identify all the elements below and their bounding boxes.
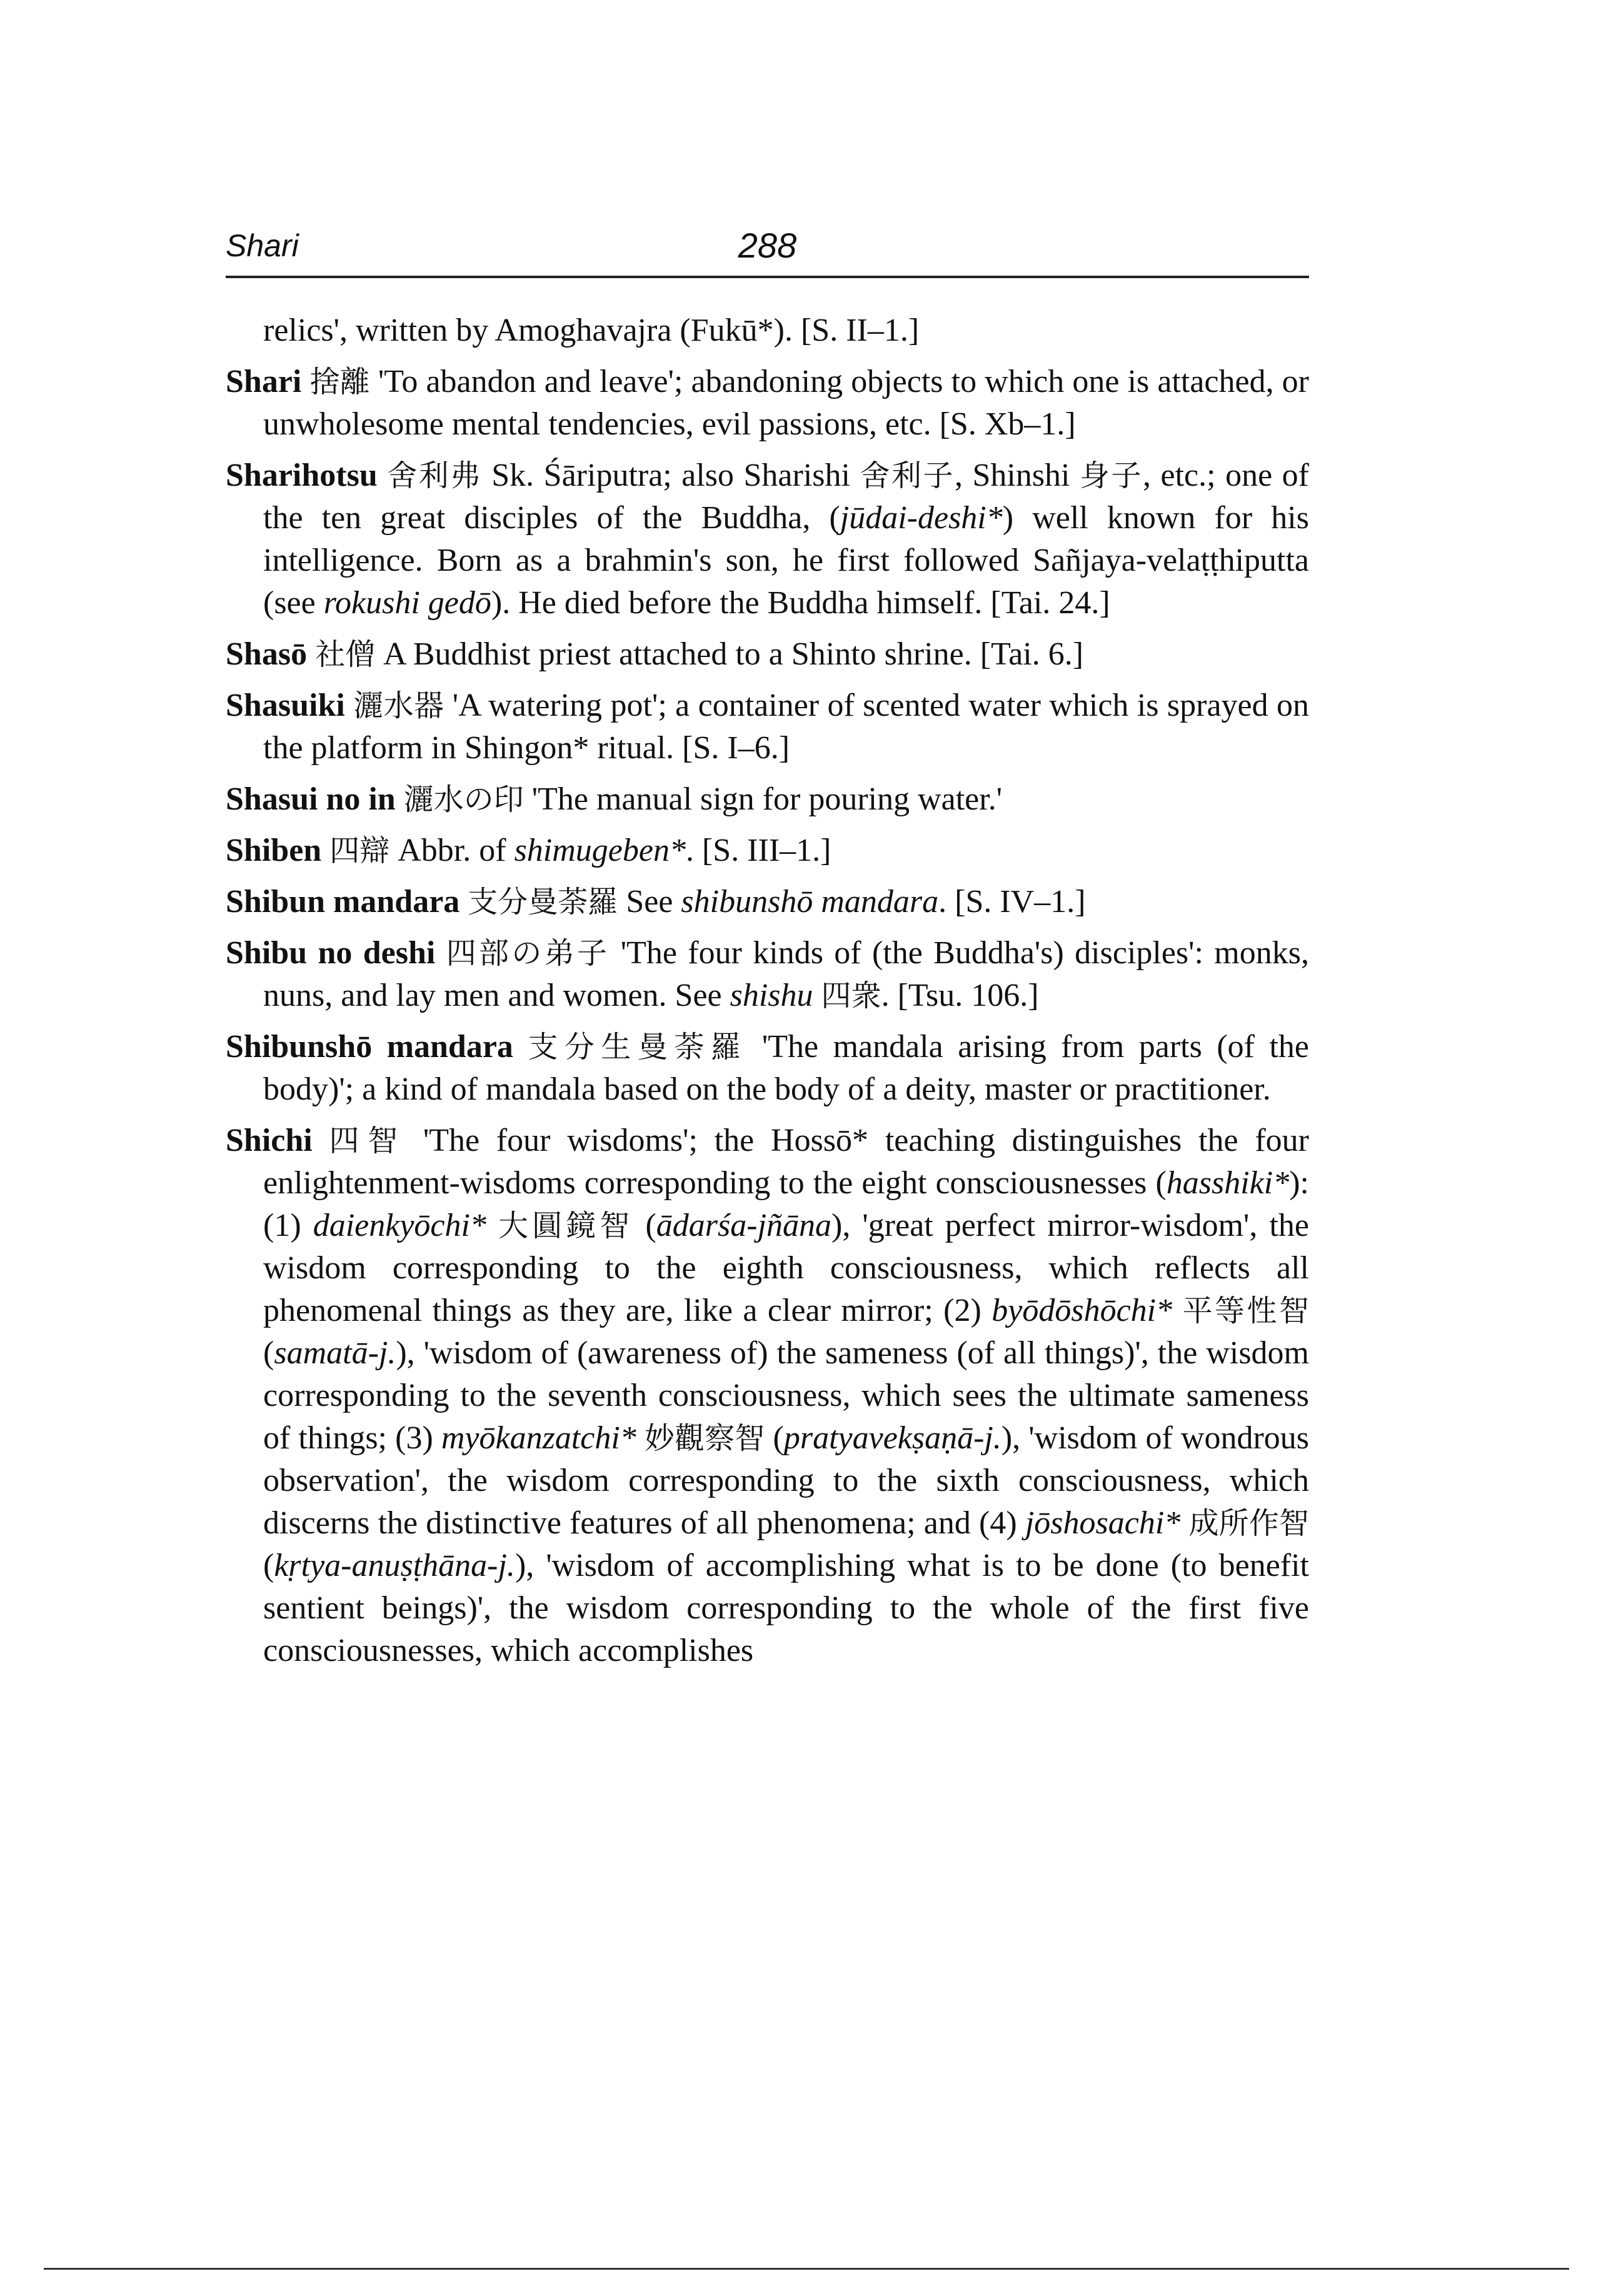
headword: Shibu no deshi: [226, 935, 436, 971]
kanji-term: 灑水器: [353, 688, 444, 723]
italic-term: ādarśa-jñāna: [656, 1208, 832, 1243]
entry-text: [378, 458, 388, 493]
entry-shasuiki: [226, 684, 1309, 770]
page-number: 288: [738, 226, 797, 265]
italic-term: jōshosachi*: [1025, 1505, 1181, 1541]
kanji-term: 成所作智: [1188, 1506, 1309, 1541]
kanji-term: 四部の弟子: [446, 936, 610, 971]
headword: Shichi: [226, 1123, 313, 1158]
italic-term: samatā-j.: [274, 1335, 396, 1371]
entry-text: [435, 935, 446, 971]
entry-text: . [Tsu. 106.]: [881, 978, 1039, 1013]
entry-text: [307, 636, 315, 672]
entry-text: [1172, 1293, 1182, 1328]
entry-text: [459, 884, 468, 920]
entry-cont: [226, 309, 1309, 352]
kanji-term: 身子: [1080, 458, 1143, 493]
entry-text: [313, 1123, 329, 1158]
kanji-term: 四衆: [821, 978, 881, 1013]
kanji-term: 妙觀察智: [644, 1421, 765, 1456]
entry-text: Sk. Śāriputra; also Sharishi: [481, 458, 860, 493]
entry-text: [396, 781, 404, 817]
entry-text: ), 'wisdom of (awareness of) the sameness (of all things)', the wisdom corresponding to the seventh consciousness, which sees the ultimate sameness of things; (3): [263, 1335, 1309, 1456]
headword: Sharihotsu: [226, 458, 378, 493]
kanji-term: 社僧: [315, 637, 376, 672]
italic-term: myōkanzatchi*: [441, 1420, 636, 1456]
italic-term: shimugeben*: [514, 833, 686, 868]
kanji-term: 捨離: [309, 364, 370, 399]
dictionary-body: [226, 309, 1309, 1681]
entry-shibu-no-deshi: [226, 932, 1309, 1017]
entry-shiben: [226, 830, 1309, 872]
entry-text: [321, 833, 329, 868]
entry-text: . [S. IV–1.]: [938, 884, 1086, 920]
entry-shibunsho-mandara: [226, 1026, 1309, 1111]
entry-shichi: [226, 1120, 1309, 1672]
headword: Shibun mandara: [226, 884, 460, 920]
entry-text: A Buddhist priest attached to a Shinto shrine. [Tai. 6.]: [375, 636, 1084, 672]
header-rule: [226, 276, 1309, 278]
entry-text: , Shinshi: [954, 458, 1080, 493]
kanji-term: 四辯: [329, 833, 390, 868]
italic-term: byōdōshōchi*: [991, 1293, 1173, 1328]
italic-term: kṛtya-anuṣṭhāna-j.: [274, 1548, 515, 1583]
headword: Shiben: [226, 833, 322, 868]
kanji-term: 支分生曼荼羅: [528, 1030, 748, 1065]
entry-text: [1180, 1505, 1188, 1541]
entry-text: ). He died before the Buddha himself. [Tai. 24.]: [491, 585, 1110, 621]
entry-text: , etc.; one of the ten great disciples of the Buddha, (: [263, 458, 1309, 536]
italic-term: hasshiki*: [1166, 1165, 1290, 1201]
kanji-term: 大圓鏡智: [498, 1208, 634, 1243]
entry-text: [486, 1208, 498, 1243]
entry-text: 'The four wisdoms'; the Hossō* teaching distinguishes the four enlightenment-wisdoms corresponding to the eight consciousnesses (: [263, 1123, 1309, 1201]
entry-text: (: [765, 1420, 784, 1456]
headword: Shibunshō mandara: [226, 1029, 513, 1065]
entry-shari: [226, 361, 1309, 446]
entry-text: . [S. III–1.]: [685, 833, 831, 868]
headword: Shasui no in: [226, 781, 396, 817]
headword: Shasuiki: [226, 688, 345, 723]
entry-text: [345, 688, 353, 723]
entry-sharihotsu: [226, 454, 1309, 624]
headword: Shari: [226, 364, 302, 399]
entry-shibun-mandara: [226, 881, 1309, 923]
entry-text: [636, 1420, 645, 1456]
italic-term: shibunshō mandara: [681, 884, 939, 920]
italic-term: pratyavekṣaṇā-j.: [783, 1420, 1001, 1456]
entry-text: Abbr. of: [389, 833, 514, 868]
entry-text: ): (1): [263, 1165, 1309, 1243]
kanji-term: 支分曼荼羅: [468, 885, 618, 920]
entry-text: 'To abandon and leave'; abandoning objects to which one is attached, or unwholesome mental tendencies, evil passions, etc. [S. Xb–1.]: [263, 364, 1309, 442]
entry-text: (: [263, 1335, 274, 1371]
italic-term: shishu: [730, 978, 813, 1013]
entry-text: 'The manual sign for pouring water.': [523, 781, 1003, 817]
italic-term: daienkyōchi*: [313, 1208, 486, 1243]
kanji-term: 舍利子: [860, 458, 955, 493]
entry-text: [813, 978, 821, 1013]
italic-term: jūdai-deshi*: [840, 500, 1003, 536]
entry-text: 'The four kinds of (the Buddha's) disciples': monks, nuns, and lay men and women. See: [263, 935, 1309, 1013]
entry-text: [513, 1029, 528, 1065]
entry-text: [301, 364, 309, 399]
entry-text: ), 'wisdom of wondrous observation', the wisdom corresponding to the sixth consciousness, which discerns the distinctive features of all phenomena; and (4): [263, 1420, 1309, 1541]
entry-text: ), 'great perfect mirror-wisdom', the wisdom corresponding to the eighth consciousness, which reflects all phenomenal things as they are, like a clear mirror; (2): [263, 1208, 1309, 1328]
kanji-term: 舍利弗: [387, 458, 482, 493]
bottom-rule: [44, 2268, 1569, 2270]
entry-text: ), 'wisdom of accomplishing what is to be done (to benefit sentient beings)', the wisdom corresponding to the whole of the first five consciousnesses, which accomplishes: [263, 1548, 1309, 1668]
kanji-term: 四智: [329, 1123, 407, 1158]
entry-text: (: [633, 1208, 656, 1243]
entry-text: See: [618, 884, 681, 920]
kanji-term: 平等性智: [1182, 1293, 1309, 1328]
entry-text: relics', written by Amoghavajra (Fukū*). [S. II–1.]: [263, 313, 920, 348]
page-header: [226, 224, 1309, 274]
headword: Shasō: [226, 636, 308, 672]
entry-text: 'A watering pot'; a container of scented water which is sprayed on the platform in Shingon* ritual. [S. I–6.]: [263, 688, 1309, 766]
entry-shaso: [226, 633, 1309, 676]
running-head: Shari: [226, 228, 299, 263]
kanji-term: 灑水の印: [403, 782, 524, 817]
entry-text: ) well known for his intelligence. Born as a brahmin's son, he first followed Sañjaya-velaṭṭhiputta (see: [263, 500, 1309, 621]
entry-shasui-no-in: [226, 778, 1309, 821]
entry-text: 'The mandala arising from parts (of the body)'; a kind of mandala based on the body of a deity, master or practitioner.: [263, 1029, 1309, 1107]
italic-term: rokushi gedō: [323, 585, 491, 621]
entry-text: (: [263, 1548, 274, 1583]
